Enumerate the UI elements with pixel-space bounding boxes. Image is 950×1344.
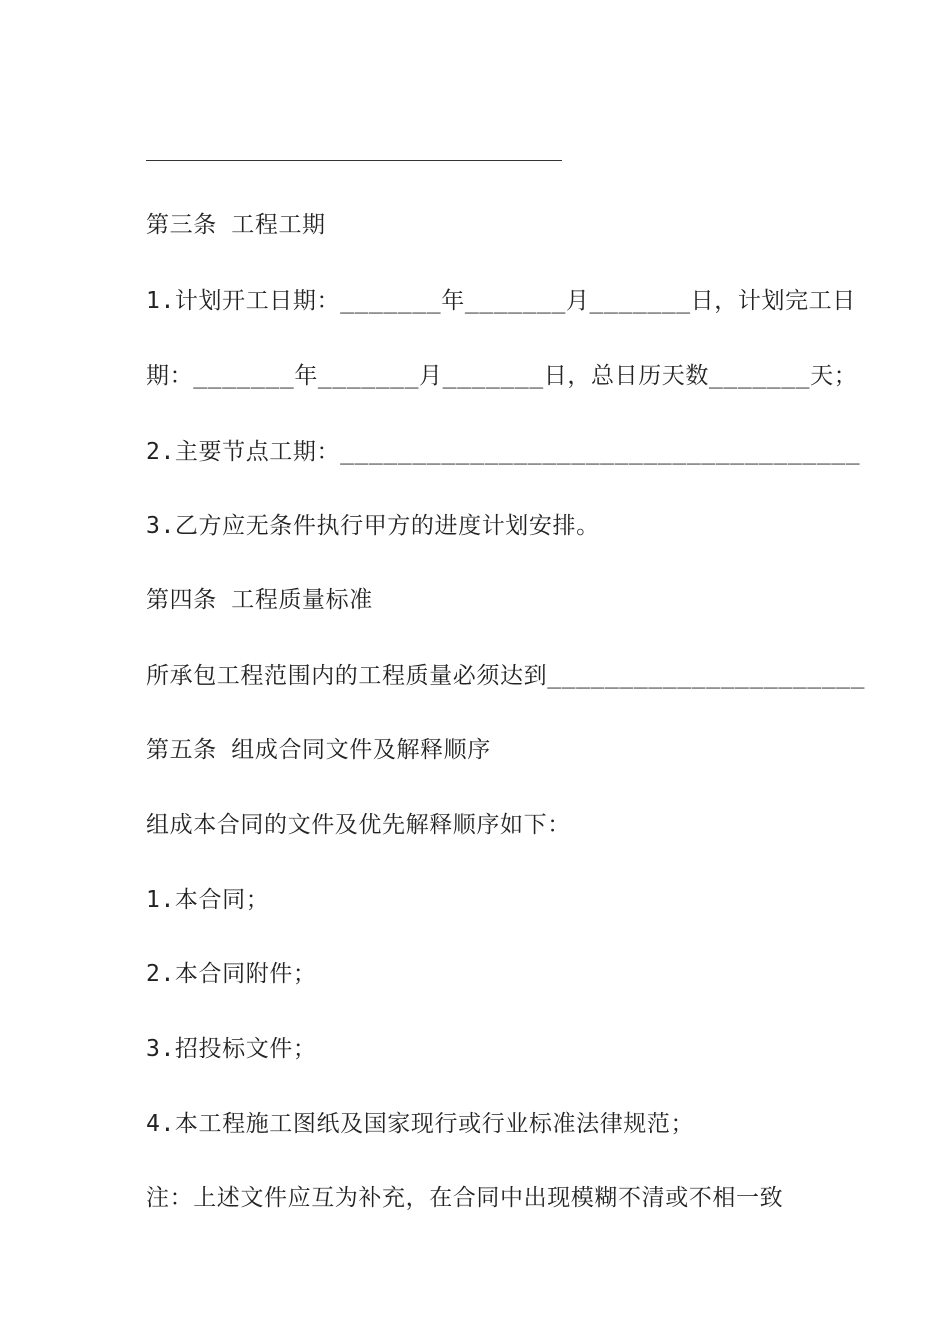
document-item-2: 2.本合同附件；	[146, 961, 317, 987]
article-4-heading: 第四条 工程质量标准	[146, 587, 373, 613]
quality-standard-line: 所承包工程范围内的工程质量必须达到______________________	[146, 663, 866, 689]
document-item-4: 4.本工程施工图纸及国家现行或行业标准法律规范；	[146, 1111, 695, 1137]
article-3-heading: 第三条 工程工期	[146, 212, 326, 238]
schedule-compliance-line: 3.乙方应无条件执行甲方的进度计划安排。	[146, 513, 600, 539]
document-item-3: 3.招投标文件；	[146, 1036, 317, 1062]
note-line: 注：上述文件应互为补充，在合同中出现模糊不清或不相一致	[146, 1185, 784, 1211]
blank-line-top	[146, 160, 562, 161]
key-milestone-line: 2.主要节点工期：____________________________________	[146, 439, 861, 465]
planned-finish-date-line: 期：_______年_______月_______日，总日历天数_______天；	[146, 363, 858, 389]
article-5-heading: 第五条 组成合同文件及解释顺序	[146, 737, 491, 763]
planned-start-date-line: 1.计划开工日期：_______年_______月_______日，计划完工日	[146, 288, 856, 314]
document-order-intro: 组成本合同的文件及优先解释顺序如下：	[146, 812, 571, 838]
document-item-1: 1.本合同；	[146, 887, 270, 913]
